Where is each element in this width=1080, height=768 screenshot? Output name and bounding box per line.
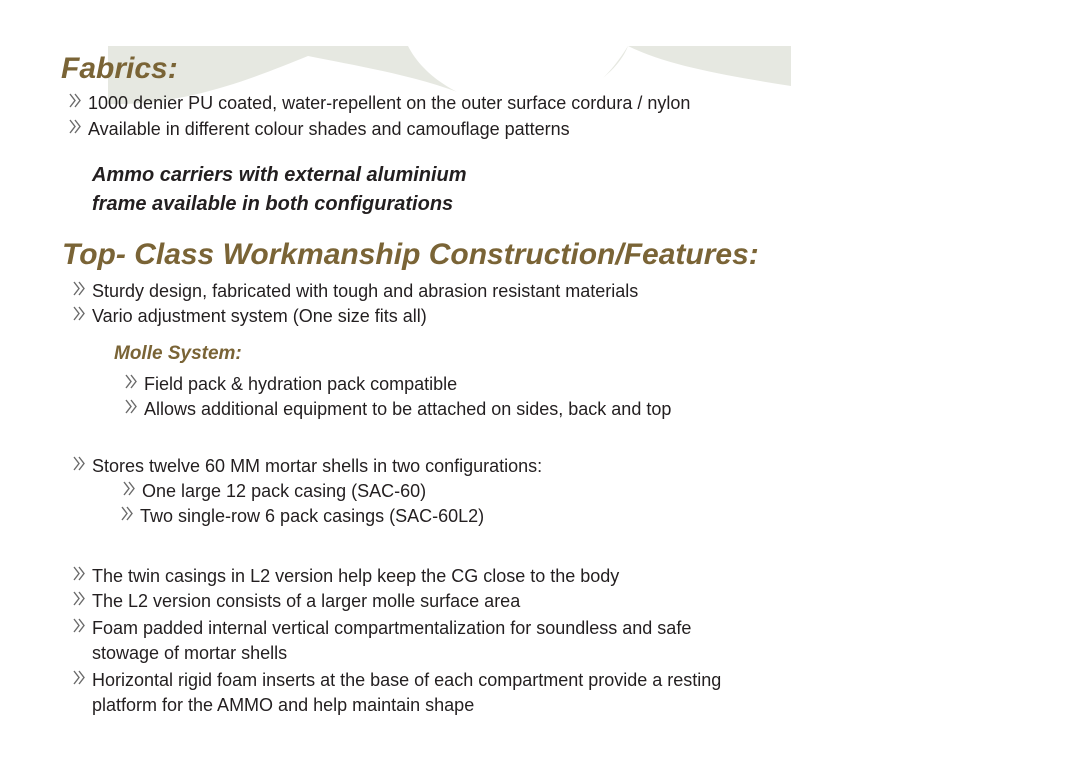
list-item-text: Available in different colour shades and camouflage patterns [88,119,570,139]
list-item [92,668,737,718]
chevron-right-icon [73,305,86,322]
chevron-right-icon [73,590,86,607]
chevron-right-icon [73,280,86,297]
list-item [88,117,570,142]
list-item [92,279,638,304]
list-item [92,564,619,589]
list-item-text: The twin casings in L2 version help keep the CG close to the body [92,566,620,586]
chevron-right-icon [73,565,86,582]
list-item [140,504,484,529]
list-item-text: Foam padded internal vertical compartmentalization for soundless and safe stowage of mortar shells [92,618,692,663]
chevron-right-icon [69,92,82,109]
list-item [92,454,542,479]
list-item-text: Horizontal rigid foam inserts at the base of each compartment provide a resting platform for the AMMO and help maintain shape [92,670,722,715]
fabrics-note-line: Ammo carriers with external aluminium [92,164,467,186]
list-item-text: One large 12 pack casing (SAC-60) [142,481,427,501]
list-item-text: Sturdy design, fabricated with tough and abrasion resistant materials [92,281,639,301]
list-item [88,91,690,116]
list-item-text: 1000 denier PU coated, water-repellent on the outer surface cordura / nylon [88,93,691,113]
chevron-right-icon [125,373,138,390]
list-item [144,397,671,422]
list-item [144,372,457,397]
list-item [92,616,762,666]
list-item-text: Two single-row 6 pack casings (SAC-60L2) [140,506,485,526]
list-item [92,589,520,614]
list-item [92,304,427,329]
list-item-text: Stores twelve 60 MM mortar shells in two configurations: [92,456,543,476]
chevron-right-icon [123,480,136,497]
features-heading: Top- Class Workmanship Construction/Features: [62,238,759,271]
list-item-text: Vario adjustment system (One size fits all) [92,306,427,326]
chevron-right-icon [121,505,134,522]
chevron-right-icon [73,617,86,634]
chevron-right-icon [69,118,82,135]
chevron-right-icon [125,398,138,415]
list-item [142,479,426,504]
chevron-right-icon [73,669,86,686]
list-item-text: Allows additional equipment to be attached on sides, back and top [144,399,672,419]
molle-heading: Molle System: [114,343,242,364]
fabrics-heading: Fabrics: [61,52,178,85]
list-item-text: Field pack & hydration pack compatible [144,374,458,394]
list-item-text: The L2 version consists of a larger molle surface area [92,591,521,611]
fabrics-note-line: frame available in both configurations [92,193,454,215]
chevron-right-icon [73,455,86,472]
